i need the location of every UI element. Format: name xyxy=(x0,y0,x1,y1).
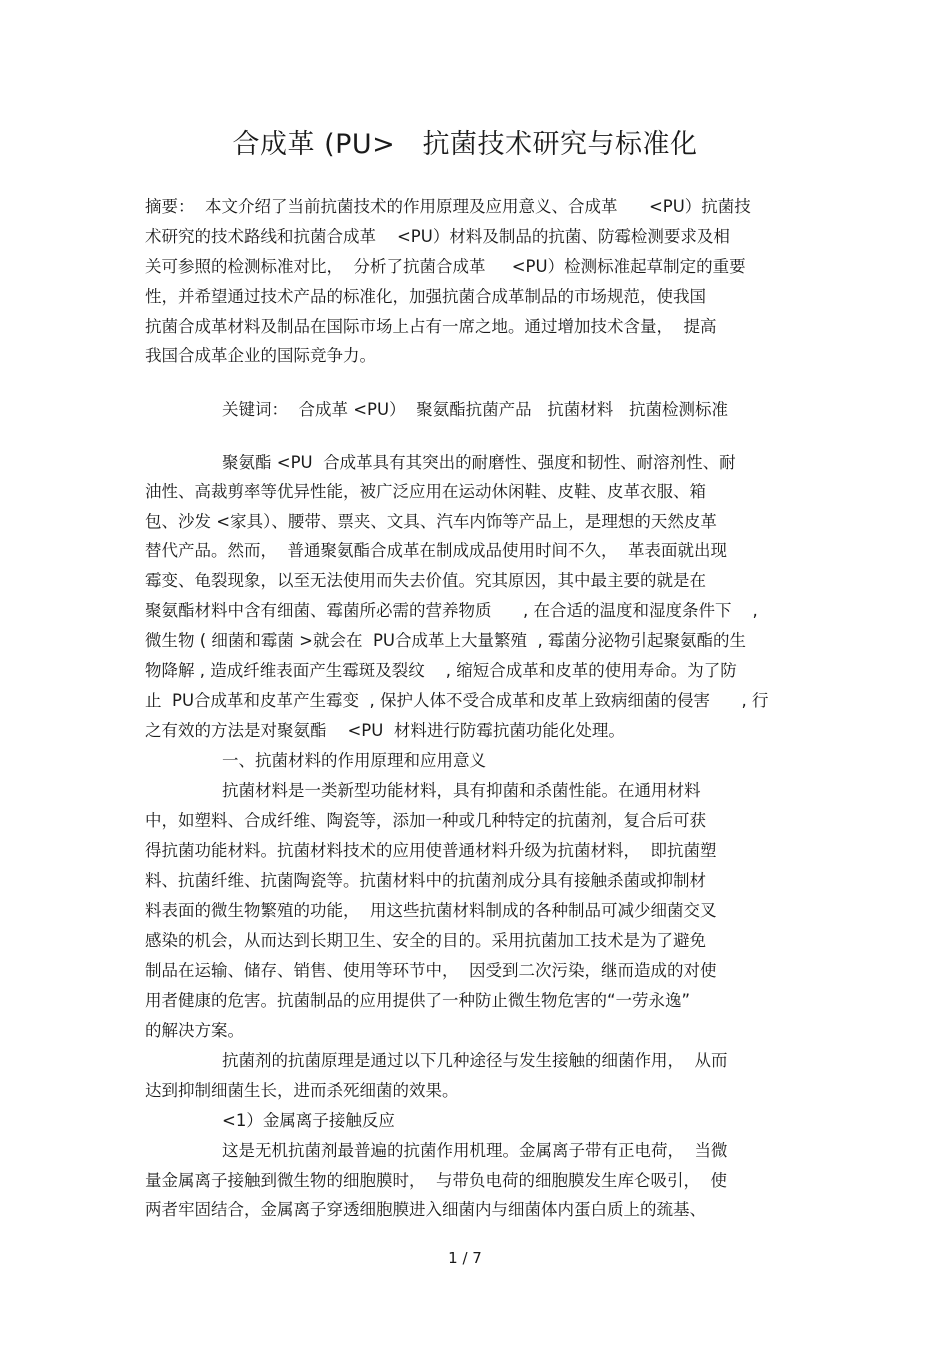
page-number: 1 / 7 xyxy=(448,1249,482,1267)
body-line: 得抗菌功能材料。抗菌材料技术的应用使普通材料升级为抗菌材料， 即抗菌塑 xyxy=(145,841,717,860)
abstract-line: 摘要： 本文介绍了当前抗菌技术的作用原理及应用意义、合成革 <PU）抗菌技 xyxy=(145,197,751,216)
body-line: 用者健康的危害。抗菌制品的应用提供了一种防止微生物危害的“一劳永逸” xyxy=(145,991,691,1010)
body-line: 物降解 , 造成纤维表面产生霉斑及裂纹 , 缩短合成革和皮革的使用寿命。为了防 xyxy=(145,661,737,680)
body-line: 聚氨酯 <PU 合成革具有其突出的耐磨性、强度和韧性、耐溶剂性、耐 xyxy=(222,453,736,472)
body-line: 这是无机抗菌剂最普遍的抗菌作用机理。金属离子带有正电荷， 当微 xyxy=(222,1141,728,1160)
abstract-line: 关可参照的检测标准对比， 分析了抗菌合成革 <PU）检测标准起草制定的重要 xyxy=(145,257,746,276)
body-line: 达到抑制细菌生长，进而杀死细菌的效果。 xyxy=(145,1081,459,1100)
section-heading: 一、抗菌材料的作用原理和应用意义 xyxy=(222,751,486,770)
body-line: 聚氨酯材料中含有细菌、霉菌所必需的营养物质 , 在合适的温度和湿度条件下 , xyxy=(145,601,758,620)
abstract-line: 我国合成革企业的国际竞争力。 xyxy=(145,346,376,365)
body-line: 之有效的方法是对聚氨酯 <PU 材料进行防霉抗菌功能化处理。 xyxy=(145,721,625,740)
body-line: 中，如塑料、合成纤维、陶瓷等，添加一种或几种特定的抗菌剂，复合后可获 xyxy=(145,811,706,830)
subsection-heading: <1）金属离子接触反应 xyxy=(222,1111,395,1130)
body-line: 抗菌剂的抗菌原理是通过以下几种途径与发生接触的细菌作用， 从而 xyxy=(222,1051,728,1070)
document-title: 合成革 (PU> 抗菌技术研究与标准化 xyxy=(232,129,698,160)
body-line: 抗菌材料是一类新型功能材料，具有抑菌和杀菌性能。在通用材料 xyxy=(222,781,701,800)
body-line: 量金属离子接触到微生物的细胞膜时， 与带负电荷的细胞膜发生库仑吸引， 使 xyxy=(145,1171,727,1190)
body-line: 霉变、龟裂现象，以至无法使用而失去价值。究其原因，其中最主要的就是在 xyxy=(145,571,706,590)
body-line: 油性、高裁剪率等优异性能，被广泛应用在运动休闲鞋、皮鞋、皮革衣服、箱 xyxy=(145,482,706,501)
body-line: 止 PU合成革和皮革产生霉变 , 保护人体不受合成革和皮革上致病细菌的侵害 , 行 xyxy=(145,691,769,710)
body-line: 料表面的微生物繁殖的功能， 用这些抗菌材料制成的各种制品可减少细菌交叉 xyxy=(145,901,717,920)
body-line: 微生物 ( 细菌和霉菌 >就会在 PU合成革上大量繁殖 , 霉菌分泌物引起聚氨酯的生 xyxy=(145,631,746,650)
body-line: 替代产品。然而， 普通聚氨酯合成革在制成成品使用时间不久， 革表面就出现 xyxy=(145,541,727,560)
body-line: 的解决方案。 xyxy=(145,1021,244,1040)
abstract-line: 术研究的技术路线和抗菌合成革 <PU）材料及制品的抗菌、防霉检测要求及相 xyxy=(145,227,730,246)
body-line: 感染的机会，从而达到长期卫生、安全的目的。采用抗菌加工技术是为了避免 xyxy=(145,931,706,950)
body-line: 包、沙发 <家具）、腰带、票夹、文具、汽车内饰等产品上，是理想的天然皮革 xyxy=(145,512,717,531)
body-line: 制品在运输、储存、销售、使用等环节中， 因受到二次污染，继而造成的对使 xyxy=(145,961,717,980)
abstract-line: 性，并希望通过技术产品的标准化，加强抗菌合成革制品的市场规范，使我国 xyxy=(145,287,706,306)
abstract-line: 抗菌合成革材料及制品在国际市场上占有一席之地。通过增加技术含量， 提高 xyxy=(145,317,717,336)
body-line: 料、抗菌纤维、抗菌陶瓷等。抗菌材料中的抗菌剂成分具有接触杀菌或抑制材 xyxy=(145,871,706,890)
body-line: 两者牢固结合，金属离子穿透细胞膜进入细菌内与细菌体内蛋白质上的巯基、 xyxy=(145,1200,706,1219)
keywords-line: 关键词： 合成革 <PU） 聚氨酯抗菌产品 抗菌材料 抗菌检测标准 xyxy=(222,400,729,419)
